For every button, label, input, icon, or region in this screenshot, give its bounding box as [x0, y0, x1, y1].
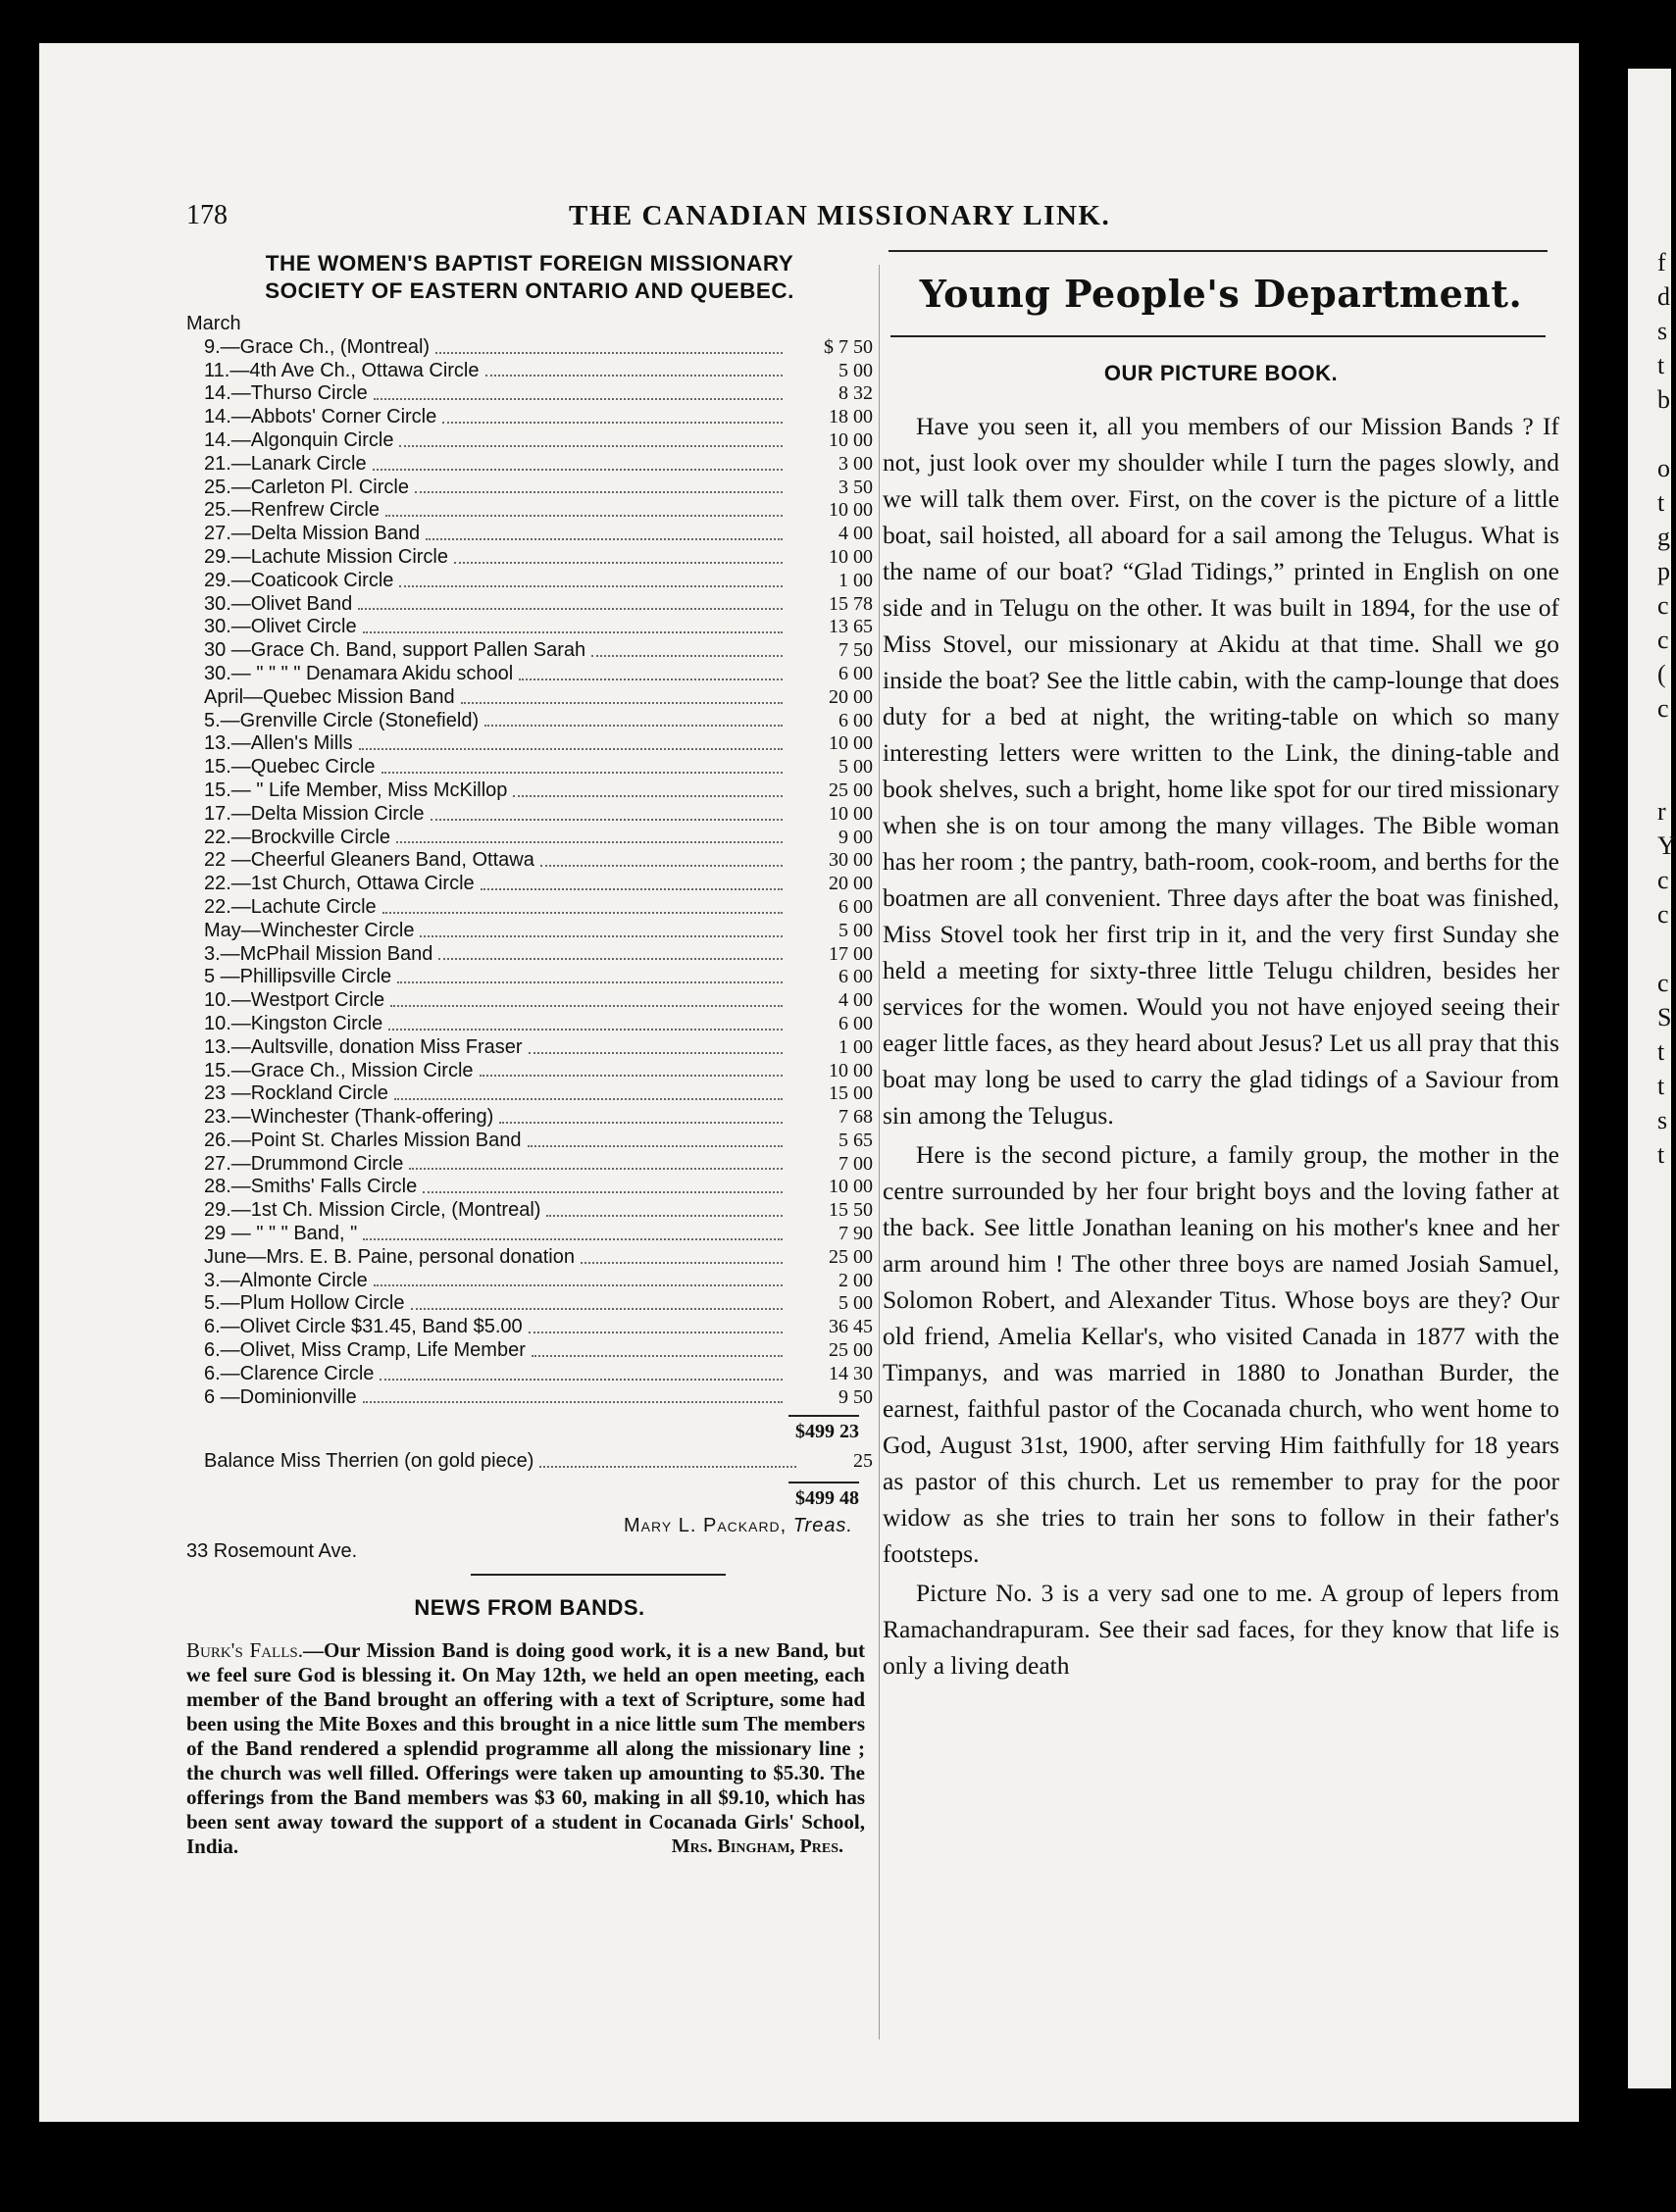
donation-amount: 6 00	[838, 895, 873, 918]
donation-row	[186, 336, 873, 360]
donation-name: 15.—Quebec Circle	[204, 756, 376, 779]
donation-amount: 10 00	[829, 1176, 873, 1198]
donation-name: 30.—Olivet Circle	[204, 616, 357, 638]
edge-letter: c	[1657, 626, 1669, 654]
donation-name: 5.—Grenville Circle (Stonefield)	[204, 709, 480, 731]
leader-dots	[529, 1316, 783, 1333]
month-label: March	[186, 313, 241, 334]
donation-row	[186, 663, 873, 686]
donation-name: 11.—4th Ave Ch., Ottawa Circle	[204, 359, 480, 381]
donation-row	[186, 360, 873, 383]
donation-row	[186, 849, 873, 873]
donation-name: 13.—Allen's Mills	[204, 732, 353, 755]
donation-row	[186, 803, 873, 827]
edge-letter: d	[1657, 282, 1670, 311]
donation-name: 22 —Cheerful Gleaners Band, Ottawa	[204, 849, 534, 872]
balance-row	[186, 1446, 873, 1476]
leader-dots	[363, 1223, 783, 1240]
donation-amount: 15 78	[829, 592, 873, 615]
edge-letter: t	[1657, 488, 1665, 517]
donation-name: 21.—Lanark Circle	[204, 452, 367, 475]
leader-dots	[415, 477, 783, 494]
donation-amount: 10 00	[829, 545, 873, 568]
article-paragraph: Have you seen it, all you members of our Mission Bands ? If not, just look over my shoulder while I turn the pages slowly, and we will talk them over. First, on the cover is the picture of a little boat, sail hoisted, all aboard for a sail among the Telugus. What is the name of our boat? “Glad Tidings,” printed in English on one side and in Telugu on the other. It was built in 1894, for the use of Miss Stovel, our missionary at Akidu at that time. Shall we go inside the boat? See the little cabin, with the camp-lounge that does duty for a bed at night, the writing-table on which so many interesting letters were written to the Link, the dining-table and book shelves, such a bright, home like spot for our tired missionary when she is on tour among the many villages. The Bible woman has her room ; the pantry, bath-room, cook-room, and berths for the boatmen are all convenient. Three days after the boat was finished, Miss Stovel took her first trip in it, and the very first Sunday she held a meeting for sixty-three little Telugu children, besides her services for the women. Would you not have enjoyed seeing their eager little faces, as they heard about Jesus? Let us all pray that this boat may long be used to carry the glad tidings of a Saviour from sin among the Telugus.	[883, 412, 1559, 1130]
leader-dots	[420, 920, 783, 937]
treasurer-title: Treas.	[792, 1515, 853, 1537]
department-rule	[890, 335, 1546, 337]
donation-amount: 10 00	[829, 732, 873, 755]
leader-dots	[532, 1339, 783, 1357]
edge-letter: c	[1657, 969, 1669, 997]
edge-letter: b	[1657, 385, 1670, 414]
donation-amount: 15 50	[829, 1199, 873, 1222]
donation-amount: 5 00	[838, 359, 873, 381]
leader-dots	[374, 382, 783, 400]
donation-row	[186, 1106, 873, 1130]
edge-letter: g	[1657, 523, 1670, 551]
edge-letter: (	[1657, 660, 1666, 688]
donation-amount: 17 00	[829, 942, 873, 965]
donation-name: 30.— " " " " Denamara Akidu school	[204, 662, 514, 684]
donation-amount: 9 50	[838, 1385, 873, 1408]
donation-row	[186, 827, 873, 850]
edge-letter: s	[1657, 1106, 1668, 1134]
donation-amount: 30 00	[829, 849, 873, 872]
donation-amount: 10 00	[829, 802, 873, 825]
donation-amount: 3 50	[838, 476, 873, 498]
left-column	[186, 250, 873, 1859]
donation-name: 14.—Abbots' Corner Circle	[204, 406, 437, 428]
donation-row	[186, 382, 873, 406]
donation-name: 6.—Olivet Circle $31.45, Band $5.00	[204, 1316, 523, 1338]
donation-row	[186, 1316, 873, 1339]
page-header	[186, 200, 1559, 241]
leader-dots	[394, 1082, 783, 1100]
donation-name: 27.—Delta Mission Band	[204, 523, 421, 545]
donation-amount: 10 00	[829, 428, 873, 451]
donation-amount: 6 00	[838, 966, 873, 988]
donation-amount: 15 00	[829, 1082, 873, 1105]
balance-amount: 25	[853, 1450, 873, 1473]
edge-letter: s	[1657, 317, 1668, 345]
leader-dots	[363, 1386, 783, 1404]
donation-row	[186, 920, 873, 943]
donation-amount: 13 65	[829, 616, 873, 638]
leader-dots	[519, 663, 783, 680]
donation-row	[186, 1270, 873, 1293]
donation-amount: 5 00	[838, 919, 873, 941]
donation-amount: 20 00	[829, 873, 873, 895]
donation-name: 6 —Dominionville	[204, 1385, 357, 1408]
donation-name: 13.—Aultsville, donation Miss Fraser	[204, 1035, 523, 1058]
edge-letter	[1657, 726, 1671, 760]
edge-letter: Y	[1657, 831, 1676, 860]
balance-label: Balance Miss Therrien (on gold piece)	[204, 1450, 534, 1473]
donation-row	[186, 710, 873, 733]
leader-dots	[435, 336, 783, 354]
donation-name: 25.—Carleton Pl. Circle	[204, 476, 409, 498]
leader-dots	[381, 756, 783, 774]
donation-amount: 5 65	[838, 1129, 873, 1151]
leader-dots	[359, 732, 783, 750]
donation-amount: 10 00	[829, 1059, 873, 1081]
donation-amount: 7 00	[838, 1152, 873, 1175]
donation-name: 5 —Phillipsville Circle	[204, 966, 392, 988]
edge-letter: c	[1657, 900, 1669, 929]
edge-letter: t	[1657, 1140, 1665, 1169]
donation-amount: 3 00	[838, 452, 873, 475]
donation-name: 23 —Rockland Circle	[204, 1082, 388, 1105]
donation-name: April—Quebec Mission Band	[204, 685, 455, 708]
donation-row	[186, 499, 873, 523]
leader-dots	[591, 639, 783, 657]
donation-row	[186, 1223, 873, 1246]
donation-amount: 7 50	[838, 639, 873, 662]
treasurer-name: Mary L. Packard,	[624, 1515, 787, 1537]
society-title-line: SOCIETY OF EASTERN ONTARIO AND QUEBEC.	[265, 278, 794, 303]
leader-dots	[382, 896, 783, 914]
article-paragraph: Here is the second picture, a family group, the mother in the centre surrounded by her four bright boys and the loving father at the back. See little Jonathan leaning on his mother's knee and her arm around him ! The other three boys are named Josiah Samuel, Solomon Robert, and Alexander Titus. Whose boys are they? Our old friend, Amelia Kellar's, who visited Canada in 1877 with the Timpanys, and was married in 1880 to Jonathan Burder, the earnest, faithful pastor of the Cocanada church, who went home to God, August 31st, 1900, after serving Him faithfully for 18 years as pastor of this church. Let us remember to pray for the poor widow as she tries to train her sons to follow in their father's footsteps.	[883, 1140, 1559, 1568]
donation-amount: 9 00	[838, 826, 873, 848]
leader-dots	[546, 1199, 783, 1217]
donation-amount: 5 00	[838, 1292, 873, 1315]
donation-amount: 6 00	[838, 1012, 873, 1034]
leader-dots	[539, 1446, 796, 1468]
donation-name: 26.—Point St. Charles Mission Band	[204, 1129, 522, 1151]
donation-row	[186, 429, 873, 453]
leader-dots	[438, 943, 783, 961]
donation-name: 10.—Kingston Circle	[204, 1012, 383, 1034]
edge-letter	[1657, 417, 1671, 451]
leader-dots	[385, 499, 783, 517]
donation-amount: 25 00	[829, 1245, 873, 1268]
edge-letter	[1657, 760, 1671, 794]
donation-name: 27.—Drummond Circle	[204, 1152, 404, 1175]
donation-row	[186, 1176, 873, 1199]
donation-name: 29.—1st Ch. Mission Circle, (Montreal)	[204, 1199, 541, 1222]
donation-amount: 6 00	[838, 709, 873, 731]
donation-amount: 4 00	[838, 989, 873, 1012]
news-signature: Mrs. Bingham, Pres.	[671, 1835, 843, 1858]
donation-name: 25.—Renfrew Circle	[204, 499, 380, 522]
donation-name: 14.—Thurso Circle	[204, 382, 368, 405]
donation-row	[186, 989, 873, 1013]
donation-name: 22.—1st Church, Ottawa Circle	[204, 873, 475, 895]
donation-name: 17.—Delta Mission Circle	[204, 802, 425, 825]
donation-name: 29.—Coaticook Circle	[204, 569, 394, 591]
donation-amount: 6 00	[838, 662, 873, 684]
donation-row	[186, 406, 873, 429]
donation-name: 10.—Westport Circle	[204, 989, 385, 1012]
leader-dots	[358, 593, 783, 611]
donation-name: 29.—Lachute Mission Circle	[204, 545, 448, 568]
section-title: OUR PICTURE BOOK.	[1103, 361, 1339, 385]
donation-amount: 7 90	[838, 1223, 873, 1245]
donation-row	[186, 616, 873, 639]
donation-name: 30 —Grace Ch. Band, support Pallen Sarah	[204, 639, 586, 662]
donation-amount: 10 00	[829, 499, 873, 522]
leader-dots	[431, 803, 783, 821]
leader-dots	[480, 1060, 783, 1078]
article-paragraph: Picture No. 3 is a very sad one to me. A group of lepers from Ramachandrapuram. See their sad faces, for they know that life is only a living death	[883, 1579, 1559, 1680]
donation-row	[186, 1036, 873, 1060]
leader-dots	[396, 827, 783, 844]
donation-amount: 25 00	[829, 1339, 873, 1362]
leader-dots	[411, 1292, 784, 1310]
edge-letter: t	[1657, 1072, 1665, 1100]
news-body: —Our Mission Band is doing good work, it is a new Band, but we feel sure God is blessing it. On May 12th, we held an open meeting, each member of the Band brought an offering with a text of Scripture, some had been using the Mite Boxes and this brought in a nice little sum The members of the Band rendered a splendid programme all along the missionary line ; the church was well filled. Offerings were taken up amounting to $5.30. The offerings from the Band members was $3 60, making in all $9.10, which has been sent away toward the support of a student in Cocanada Girls' School, India.	[186, 1638, 865, 1859]
leader-dots	[484, 710, 783, 728]
donation-name: 15.— " Life Member, Miss McKillop	[204, 779, 508, 801]
donation-row	[186, 756, 873, 779]
donation-amount: $ 7 50	[824, 335, 873, 358]
donation-name: 9.—Grace Ch., (Montreal)	[204, 335, 431, 358]
leader-dots	[380, 1363, 783, 1381]
donation-amount: 20 00	[829, 685, 873, 708]
leader-dots	[388, 1013, 783, 1031]
leader-dots	[423, 1176, 783, 1193]
donation-row	[186, 453, 873, 477]
treasurer-signature	[186, 1513, 853, 1538]
donation-name: 15.—Grace Ch., Mission Circle	[204, 1059, 474, 1081]
donation-row	[186, 593, 873, 617]
edge-letter: t	[1657, 351, 1665, 379]
donation-name: 28.—Smiths' Falls Circle	[204, 1176, 418, 1198]
column-divider	[879, 265, 880, 2039]
leader-dots	[540, 849, 783, 867]
leader-dots	[454, 546, 783, 564]
top-rule	[889, 250, 1548, 252]
donation-row	[186, 1013, 873, 1036]
donation-row	[186, 732, 873, 756]
donation-row	[186, 1386, 873, 1410]
edge-letter: t	[1657, 1037, 1665, 1066]
page-number: 178	[186, 200, 228, 230]
donation-row	[186, 1082, 873, 1106]
donation-row	[186, 943, 873, 967]
department-title: Young People's Department.	[919, 272, 1523, 316]
donation-row	[186, 1246, 873, 1270]
leader-dots	[363, 616, 783, 633]
donation-row	[186, 570, 873, 593]
donation-amount: 8 32	[838, 382, 873, 405]
donation-row	[186, 1199, 873, 1223]
news-place: Burk's Falls.	[186, 1638, 303, 1663]
donation-row	[186, 966, 873, 989]
leader-dots	[528, 1130, 784, 1147]
leader-dots	[399, 429, 783, 447]
right-column	[883, 250, 1559, 1684]
leader-dots	[390, 989, 783, 1007]
donation-amount: 14 30	[829, 1362, 873, 1384]
society-title	[186, 250, 873, 305]
donation-amount: 36 45	[829, 1316, 873, 1338]
leader-dots	[529, 1036, 783, 1054]
donation-name: 30.—Olivet Band	[204, 592, 353, 615]
donation-amount: 7 68	[838, 1106, 873, 1129]
donation-name: 3.—McPhail Mission Band	[204, 942, 433, 965]
donation-list	[186, 336, 873, 1410]
donation-row	[186, 1363, 873, 1386]
article-body	[883, 408, 1559, 1684]
next-page-edge-text	[1657, 245, 1676, 1172]
leader-dots	[481, 873, 783, 890]
section-rule	[471, 1574, 726, 1576]
leader-dots	[399, 570, 783, 587]
leader-dots	[397, 966, 783, 983]
leader-dots	[485, 360, 784, 377]
donation-amount: 4 00	[838, 523, 873, 545]
donation-amount: 1 00	[838, 569, 873, 591]
edge-letter: c	[1657, 866, 1669, 894]
donation-row	[186, 686, 873, 710]
donation-name: 6.—Olivet, Miss Cramp, Life Member	[204, 1339, 526, 1362]
subtotal: $499 23	[795, 1421, 859, 1443]
donation-name: May—Winchester Circle	[204, 919, 415, 941]
donation-row	[186, 896, 873, 920]
leader-dots	[426, 523, 783, 540]
leader-dots	[513, 779, 783, 797]
leader-dots	[409, 1153, 783, 1171]
leader-dots	[581, 1246, 783, 1264]
donation-name: 22.—Brockville Circle	[204, 826, 391, 848]
donation-name: 14.—Algonquin Circle	[204, 428, 394, 451]
leader-dots	[499, 1106, 783, 1124]
donation-row	[186, 546, 873, 570]
donation-name: 3.—Almonte Circle	[204, 1269, 368, 1291]
edge-letter: S	[1657, 1003, 1672, 1031]
donation-name: 23.—Winchester (Thank-offering)	[204, 1106, 494, 1129]
donation-name: 22.—Lachute Circle	[204, 895, 377, 918]
news-title: NEWS FROM BANDS.	[414, 1595, 645, 1621]
edge-letter: c	[1657, 591, 1669, 620]
edge-letter	[1657, 931, 1671, 966]
leader-dots	[373, 453, 783, 471]
donation-row	[186, 1060, 873, 1083]
donation-row	[186, 1339, 873, 1363]
donation-name: 29 — " " " Band, "	[204, 1223, 358, 1245]
donation-row	[186, 1130, 873, 1153]
donation-amount: 2 00	[838, 1269, 873, 1291]
donation-amount: 5 00	[838, 756, 873, 779]
donation-row	[186, 639, 873, 663]
donation-amount: 25 00	[829, 779, 873, 801]
edge-letter: o	[1657, 454, 1670, 482]
edge-letter: p	[1657, 557, 1670, 585]
news-paragraph	[186, 1638, 865, 1859]
donation-row	[186, 1153, 873, 1177]
donation-amount: 1 00	[838, 1035, 873, 1058]
edge-letter: c	[1657, 694, 1669, 723]
donation-name: 6.—Clarence Circle	[204, 1362, 375, 1384]
leader-dots	[442, 406, 783, 424]
society-title-line: THE WOMEN'S BAPTIST FOREIGN MISSIONARY	[265, 251, 794, 276]
edge-letter: r	[1657, 797, 1666, 826]
donation-name: June—Mrs. E. B. Paine, personal donation	[204, 1245, 575, 1268]
grand-total: $499 48	[795, 1487, 859, 1510]
leader-dots	[461, 686, 783, 704]
donation-row	[186, 1292, 873, 1316]
donation-row	[186, 477, 873, 500]
leader-dots	[374, 1270, 783, 1287]
donation-name: 5.—Plum Hollow Circle	[204, 1292, 405, 1315]
donation-row	[186, 779, 873, 803]
edge-letter: f	[1657, 248, 1666, 276]
address: 33 Rosemount Ave.	[186, 1540, 358, 1563]
donation-amount: 18 00	[829, 406, 873, 428]
donation-row	[186, 523, 873, 546]
running-title: THE CANADIAN MISSIONARY LINK.	[569, 200, 1111, 231]
donation-row	[186, 873, 873, 896]
